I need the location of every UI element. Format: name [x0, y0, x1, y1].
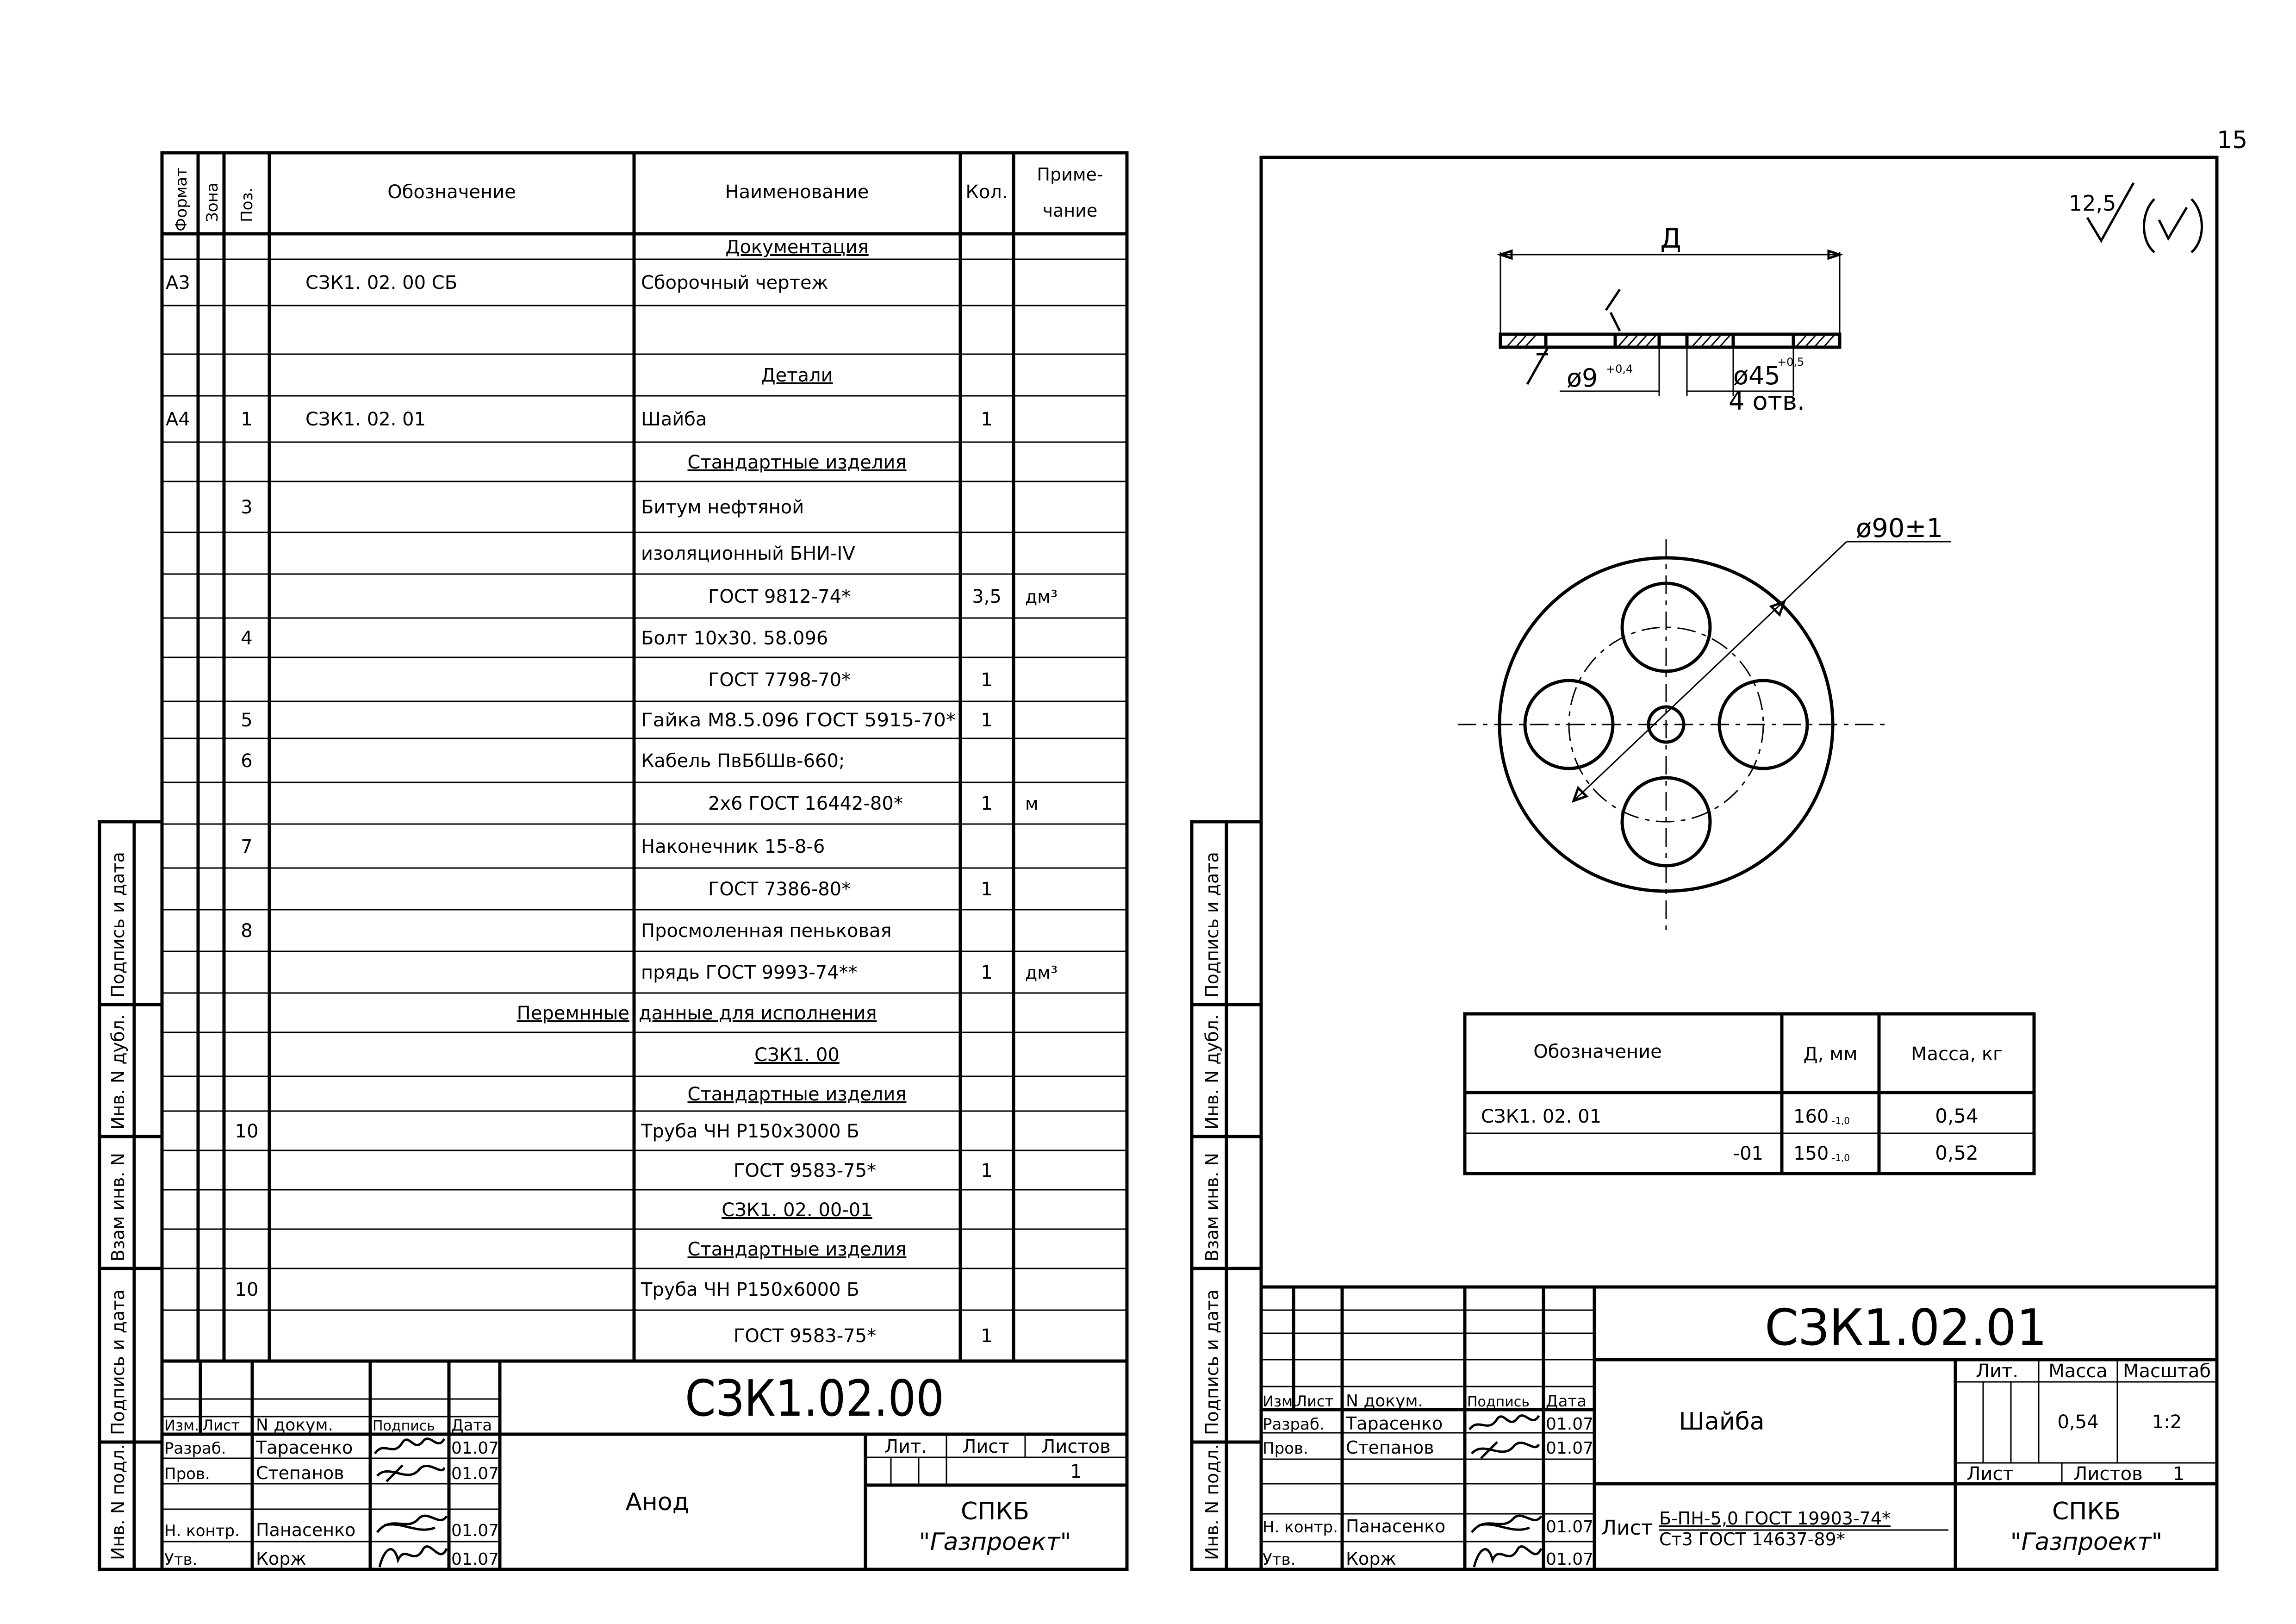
title-right-org-2: "Газпроект"	[2010, 1528, 2163, 1556]
spec-row-qty: 1	[981, 879, 993, 900]
stamp-label-sign-date-1: Подпись и дата	[108, 1289, 128, 1435]
spec-row-name: Наконечник 15-8-6	[641, 836, 825, 857]
spec-row-qty: 1	[981, 409, 993, 430]
title-right-person: Корж	[1346, 1549, 1396, 1569]
variants-row2-mass: 0,52	[1935, 1142, 1979, 1164]
spec-row-name: Стандартные изделия	[687, 1084, 907, 1105]
spec-header-name: Наименование	[725, 181, 869, 203]
title-right-role: Н. контр.	[1263, 1518, 1338, 1537]
stamp-right-label-replace-inv: Взам инв. N	[1202, 1153, 1222, 1262]
signature-right-3	[1472, 1516, 1541, 1532]
stamp-right-label-sign-date-2: Подпись и дата	[1202, 852, 1222, 998]
page-number: 15	[2217, 126, 2248, 154]
variants-header-mass: Масса, кг	[1910, 1043, 2003, 1065]
title-right-hdr-doc: N докум.	[1346, 1392, 1423, 1411]
title-left-date: 01.07	[451, 1439, 499, 1458]
variants-row1-designation: СЗК1. 02. 01	[1481, 1106, 1602, 1127]
spec-row-note: дм³	[1025, 962, 1058, 983]
title-left-person: Панасенко	[256, 1520, 356, 1540]
spec-row-name: Шайба	[641, 409, 707, 430]
spec-row-name: Документация	[725, 237, 869, 258]
title-left-person: Тарасенко	[256, 1437, 353, 1458]
spec-row-name: ГОСТ 7798-70*	[708, 669, 851, 691]
title-left-date: 01.07	[451, 1521, 499, 1540]
spec-row-pos: 10	[235, 1121, 259, 1142]
title-right-role: Пров.	[1263, 1439, 1308, 1458]
stamp-right-label-inv-dup: Инв. N дубл.	[1202, 1014, 1222, 1130]
spec-row-name: прядь ГОСТ 9993-74**	[641, 962, 858, 983]
spec-row-name: Битум нефтяной	[641, 497, 804, 518]
spec-row-name: ГОСТ 9583-75*	[734, 1160, 877, 1181]
title-right-date: 01.07	[1546, 1518, 1594, 1537]
roughness-symbol	[2069, 183, 2202, 252]
spec-row-pos: 1	[241, 409, 253, 430]
title-right-sheets: Листов	[2073, 1463, 2143, 1485]
spec-row-pos: 8	[241, 920, 253, 942]
spec-row-name: СЗК1. 02. 00-01	[722, 1199, 872, 1221]
signature-left-2	[377, 1465, 444, 1481]
spec-header-note-2: чание	[1042, 200, 1098, 221]
variants-row2-designation: -01	[1733, 1143, 1763, 1164]
title-right-person: Тарасенко	[1346, 1413, 1443, 1434]
title-right-role: Утв.	[1263, 1550, 1296, 1569]
hole-big-tol: +0,5	[1777, 356, 1804, 369]
spec-row-name: Стандартные изделия	[687, 1239, 907, 1260]
title-left-role: Утв.	[164, 1550, 198, 1569]
material-label: Лист	[1601, 1516, 1653, 1540]
variants-table	[1465, 1014, 2034, 1174]
variants-header-d: Д, мм	[1803, 1043, 1858, 1065]
title-right-hdr-date: Дата	[1546, 1392, 1587, 1411]
title-right-scale-value: 1:2	[2152, 1412, 2182, 1433]
title-left-hdr-doc: N докум.	[256, 1416, 333, 1435]
title-left-hdr-list: Лист	[202, 1417, 240, 1434]
spec-row-name: 2x6 ГОСТ 16442-80*	[708, 793, 903, 814]
side-stamp-right	[1192, 822, 1261, 1569]
spec-row-name: Сборочный чертеж	[641, 272, 828, 294]
variants-header-designation: Обозначение	[1533, 1041, 1662, 1062]
spec-row-pos: 6	[241, 750, 253, 772]
spec-row-qty: 1	[981, 793, 993, 814]
variants-row1-d-tol: -1,0	[1832, 1115, 1850, 1126]
spec-header-format: Формат	[172, 168, 191, 231]
spec-row-name: Труба ЧН Р150x3000 Б	[641, 1121, 859, 1142]
spec-header-note-1: Приме-	[1037, 164, 1103, 185]
spec-row-name: Детали	[761, 365, 833, 386]
spec-row-name: изоляционный БНИ-IV	[641, 543, 855, 564]
right-sheet	[1192, 157, 2217, 1569]
spec-row-name: ГОСТ 9583-75*	[734, 1325, 877, 1347]
title-left-sheet: Лист	[962, 1436, 1009, 1457]
title-right-sheet: Лист	[1966, 1463, 2014, 1485]
variants-row2-d-tol: -1,0	[1832, 1152, 1850, 1163]
title-right-scale: Масштаб	[2122, 1361, 2211, 1382]
title-left-person: Корж	[256, 1549, 306, 1569]
spec-row-name: ГОСТ 7386-80*	[708, 879, 851, 900]
material-line-1: Б-ПН-5,0 ГОСТ 19903-74*	[1659, 1508, 1891, 1529]
hole-big-dia: ø45	[1733, 361, 1780, 390]
title-left-sheets: Листов	[1041, 1436, 1111, 1457]
spec-row-designation: Перемнные	[516, 1003, 629, 1024]
spec-row-format: А3	[166, 272, 190, 294]
spec-row-note: м	[1025, 793, 1039, 814]
spec-row-name: ГОСТ 9812-74*	[708, 586, 851, 607]
spec-row-name: Труба ЧН Р150x6000 Б	[641, 1279, 859, 1300]
title-right-date: 01.07	[1546, 1415, 1594, 1434]
title-right-lit: Лит.	[1975, 1361, 2019, 1382]
spec-row-designation: СЗК1. 02. 01	[305, 409, 426, 430]
title-left-hdr-izm: Изм.	[164, 1417, 199, 1434]
signature-left-3	[377, 1516, 447, 1532]
title-right-sheets-value: 1	[2173, 1463, 2185, 1485]
title-left-code: СЗК1.02.00	[685, 1370, 944, 1428]
dim-d-label: Д	[1660, 223, 1681, 254]
spec-row-qty: 1	[981, 710, 993, 731]
signature-right-4	[1474, 1546, 1541, 1567]
title-left-name: Анод	[625, 1488, 689, 1516]
signature-left-1	[375, 1439, 444, 1454]
title-left-person: Степанов	[256, 1463, 344, 1483]
title-left-role: Пров.	[164, 1465, 210, 1483]
hole-small-dia: ø9	[1567, 363, 1598, 393]
title-right-role: Разраб.	[1263, 1415, 1325, 1434]
title-left-org-2: "Газпроект"	[919, 1528, 1071, 1556]
title-left-date: 01.07	[451, 1464, 499, 1483]
spec-row-format: А4	[166, 409, 190, 430]
title-right-date: 01.07	[1546, 1439, 1594, 1458]
stamp-label-inv-orig: Инв. N подл.	[108, 1443, 128, 1560]
variants-row1-d: 160	[1793, 1106, 1829, 1127]
title-right-code: СЗК1.02.01	[1765, 1299, 2047, 1357]
title-right-person: Панасенко	[1346, 1516, 1446, 1537]
title-left-role: Разраб.	[164, 1439, 226, 1458]
title-left-hdr-date: Дата	[451, 1416, 492, 1435]
title-right-hdr-izm: Изм.	[1263, 1393, 1298, 1410]
spec-row-note: дм³	[1025, 587, 1058, 607]
washer-side-view	[1500, 223, 1840, 416]
spec-row-name: Стандартные изделия	[687, 452, 907, 473]
signature-left-4	[380, 1546, 447, 1567]
variants-row1-mass: 0,54	[1935, 1105, 1979, 1127]
variants-row2-d: 150	[1793, 1143, 1829, 1164]
stamp-label-replace-inv: Взам инв. N	[108, 1153, 128, 1262]
washer-plan-view	[1458, 513, 1951, 931]
title-right-org-1: СПКБ	[2052, 1498, 2121, 1525]
spec-row-pos: 7	[241, 836, 253, 857]
spec-row-qty: 1	[981, 1325, 993, 1347]
title-left-sheets-value: 1	[1070, 1461, 1082, 1482]
title-right-hdr-list: Лист	[1296, 1393, 1334, 1410]
left-sheet	[100, 153, 1127, 1569]
spec-row-qty: 1	[981, 962, 993, 983]
roughness-value: 12,5	[2069, 191, 2116, 216]
spec-row-qty: 3,5	[972, 586, 1002, 607]
spec-header-pos: Поз.	[238, 187, 256, 222]
spec-header-qty: Кол.	[965, 181, 1008, 203]
stamp-right-label-inv-orig: Инв. N подл.	[1202, 1443, 1222, 1560]
title-right-mass: Масса	[2048, 1361, 2108, 1382]
spec-row-name: Просмоленная пеньковая	[641, 920, 892, 942]
outer-diameter: ø90±1	[1856, 513, 1943, 543]
spec-row-name: Кабель ПвБбШв-660;	[641, 750, 845, 772]
spec-row-pos: 4	[241, 628, 253, 649]
title-right-name: Шайба	[1679, 1408, 1765, 1436]
title-right-hdr-sign: Подпись	[1467, 1394, 1530, 1410]
title-block-right	[1261, 1287, 2217, 1569]
spec-row-pos: 3	[241, 497, 253, 518]
title-left-hdr-sign: Подпись	[373, 1418, 435, 1434]
spec-header-zone: Зона	[203, 182, 222, 222]
spec-row-name: Гайка М8.5.096 ГОСТ 5915-70*	[641, 710, 956, 731]
holes-count: 4 отв.	[1729, 387, 1805, 416]
spec-row-name: СЗК1. 00	[754, 1044, 840, 1066]
spec-row-name: Болт 10x30. 58.096	[641, 628, 828, 649]
spec-row-qty: 1	[981, 1160, 993, 1181]
title-right-person: Степанов	[1346, 1437, 1434, 1458]
stamp-label-inv-dup: Инв. N дубл.	[108, 1014, 128, 1130]
spec-row-pos: 10	[235, 1279, 259, 1300]
side-stamp-left	[100, 822, 162, 1569]
spec-row-name: данные для исполнения	[639, 1003, 877, 1024]
title-left-org-1: СПКБ	[960, 1498, 1030, 1525]
material-line-2: Ст3 ГОСТ 14637-89*	[1659, 1529, 1845, 1549]
title-left-role: Н. контр.	[164, 1522, 240, 1540]
hole-small-tol: +0,4	[1606, 362, 1633, 375]
spec-row-qty: 1	[981, 669, 993, 691]
title-right-date: 01.07	[1546, 1550, 1594, 1569]
stamp-right-label-sign-date-1: Подпись и дата	[1202, 1289, 1222, 1435]
spec-row-designation: СЗК1. 02. 00 СБ	[305, 272, 458, 294]
title-left-lit: Лит.	[884, 1436, 927, 1457]
title-left-date: 01.07	[451, 1550, 499, 1569]
title-block-left	[162, 1361, 1127, 1569]
signature-right-2	[1472, 1442, 1539, 1458]
spec-row-pos: 5	[241, 710, 253, 731]
stamp-label-sign-date-2: Подпись и дата	[108, 852, 128, 998]
title-right-mass-value: 0,54	[2057, 1412, 2099, 1433]
spec-header-designation: Обозначение	[387, 181, 516, 203]
signature-right-1	[1469, 1416, 1539, 1430]
